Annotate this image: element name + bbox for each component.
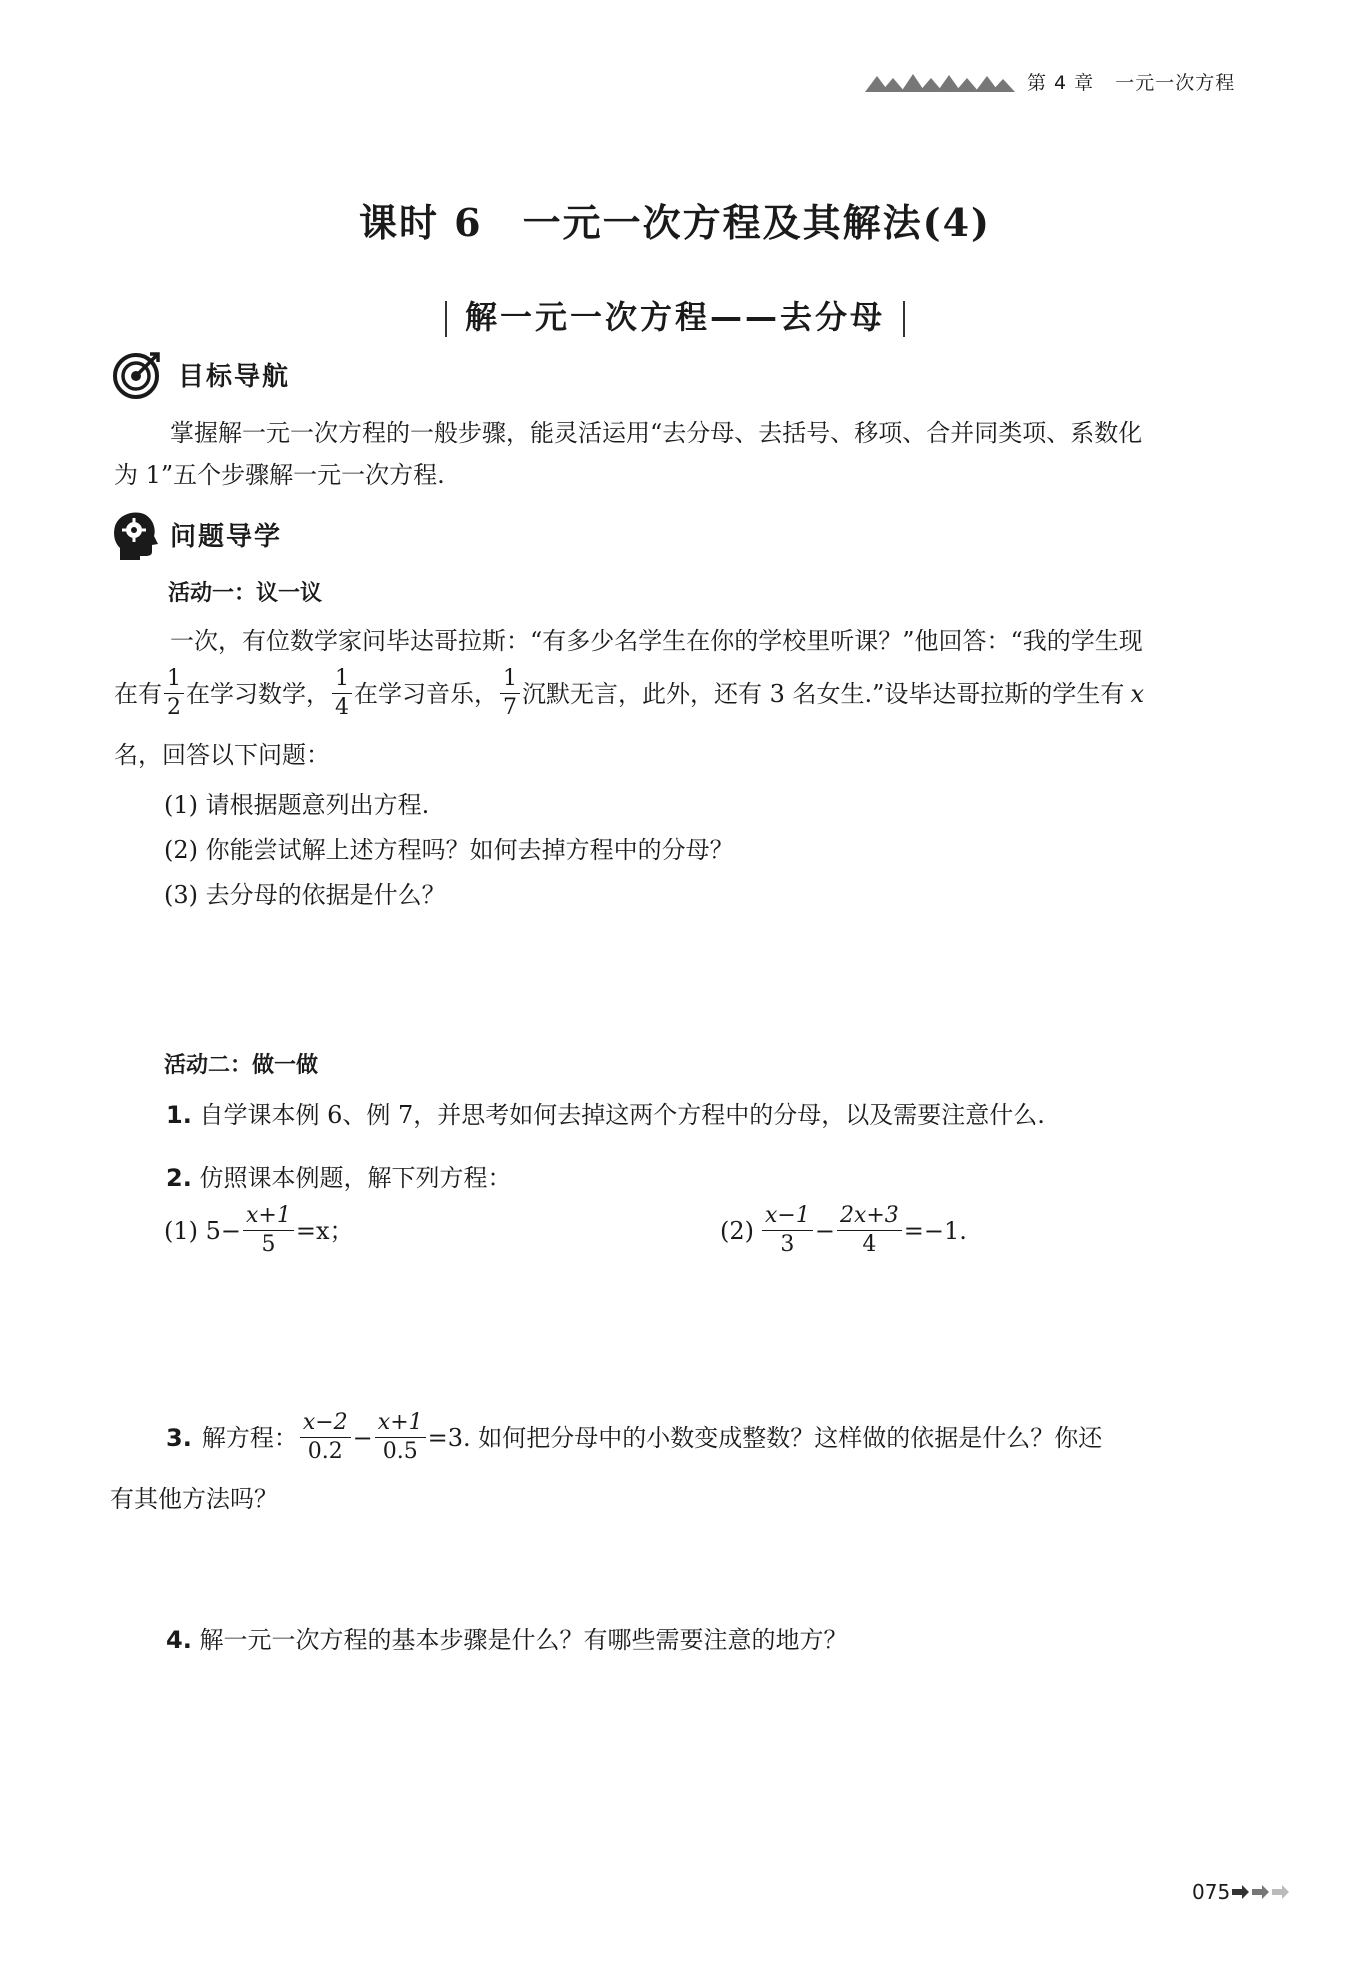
item-number: 2. xyxy=(166,1164,192,1192)
target-icon xyxy=(112,350,164,400)
problems-heading: 问题导学 xyxy=(170,522,283,552)
activity-2-item-3 xyxy=(166,1412,1102,1463)
line-2-text-d: 沉默无言，此外，还有 3 名女生.”设毕达哥拉斯的学生有 xyxy=(522,679,1125,708)
fraction-denominator: 0.2 xyxy=(307,1439,343,1464)
equation-label: (2) xyxy=(720,1216,754,1245)
goals-line-2: 为 1”五个步骤解一元一次方程. xyxy=(114,461,445,489)
equation-2 xyxy=(720,1205,967,1256)
fraction-numerator: 1 xyxy=(332,668,352,694)
variable-x: x xyxy=(1130,679,1144,708)
equation-1 xyxy=(164,1205,354,1256)
item-text-a: 解方程： xyxy=(201,1423,298,1452)
fraction-numerator: x−2 xyxy=(300,1412,351,1438)
page-number: 075 xyxy=(1192,1880,1231,1904)
fraction-denominator: 7 xyxy=(503,695,517,720)
item-3-fraction-2 xyxy=(375,1412,426,1463)
fraction-numerator: x+1 xyxy=(375,1412,426,1438)
line-2-text-b: 在学习数学， xyxy=(186,679,330,708)
activity-1-question-3: (3) 去分母的依据是什么？ xyxy=(164,881,446,909)
line-2-text-c: 在学习音乐， xyxy=(354,679,498,708)
activity-1-line-3: 名，回答以下问题： xyxy=(114,741,330,769)
activity-1-heading: 活动一：议一议 xyxy=(168,581,323,606)
fraction-denominator: 0.5 xyxy=(382,1439,418,1464)
equation-1-fraction xyxy=(243,1205,294,1256)
fraction-denominator: 4 xyxy=(335,695,349,720)
mountain-decoration-icon xyxy=(865,70,1015,94)
fraction-denominator: 5 xyxy=(261,1232,276,1257)
subtitle-right-bar xyxy=(903,301,905,337)
fraction-numerator: 2x+3 xyxy=(837,1205,902,1231)
activity-2-item-4 xyxy=(166,1620,847,1655)
equation-tail: =−1. xyxy=(903,1216,967,1245)
fraction-one-seventh xyxy=(500,668,520,719)
lesson-subtitle xyxy=(0,292,1350,338)
minus-sign: − xyxy=(352,1423,373,1452)
activity-1-question-1: (1) 请根据题意列出方程. xyxy=(164,791,430,819)
item-3-fraction-1 xyxy=(300,1412,351,1463)
equation-2-fraction-1 xyxy=(762,1205,813,1256)
fraction-denominator: 4 xyxy=(862,1232,877,1257)
chapter-number: 第 4 章 xyxy=(1027,72,1095,94)
item-text-b: =3. 如何把分母中的小数变成整数？这样做的依据是什么？你还 xyxy=(427,1423,1103,1452)
activity-1-line-2 xyxy=(114,668,1144,719)
minus-sign: − xyxy=(814,1216,835,1245)
goals-heading: 目标导航 xyxy=(178,362,291,392)
activity-2-item-3-line-2: 有其他方法吗？ xyxy=(110,1485,278,1513)
fraction-numerator: x+1 xyxy=(243,1205,294,1231)
item-text: 解一元一次方程的基本步骤是什么？有哪些需要注意的地方？ xyxy=(199,1626,848,1654)
activity-2-heading: 活动二：做一做 xyxy=(164,1053,319,1078)
line-2-text-a: 在有 xyxy=(114,679,162,708)
activity-2-item-1 xyxy=(166,1095,1045,1130)
fraction-numerator: 1 xyxy=(164,668,184,694)
fraction-denominator: 3 xyxy=(780,1232,795,1257)
fraction-denominator: 2 xyxy=(167,695,181,720)
activity-1-line-1: 一次，有位数学家问毕达哥拉斯：“有多少名学生在你的学校里听课？”他回答：“我的学生现 xyxy=(170,627,1143,655)
running-header xyxy=(1027,68,1235,95)
item-number: 1. xyxy=(166,1101,192,1129)
subtitle-left-bar xyxy=(445,301,447,337)
activity-1-question-2: (2) 你能尝试解上述方程吗？如何去掉方程中的分母？ xyxy=(164,836,734,864)
item-number: 4. xyxy=(166,1626,192,1654)
goals-line-1: 掌握解一元一次方程的一般步骤，能灵活运用“去分母、去括号、移项、合并同类项、系数化 xyxy=(170,419,1143,447)
activity-2-item-2 xyxy=(166,1158,511,1193)
equation-tail: =x； xyxy=(295,1216,354,1245)
fraction-one-half xyxy=(164,668,184,719)
fraction-one-quarter xyxy=(332,668,352,719)
equation-2-fraction-2 xyxy=(837,1205,902,1256)
fraction-numerator: 1 xyxy=(500,668,520,694)
chapter-title: 一元一次方程 xyxy=(1115,72,1236,94)
item-number: 3. xyxy=(166,1423,192,1452)
head-gear-icon xyxy=(112,510,158,562)
equation-label: (1) 5− xyxy=(164,1216,242,1245)
subtitle-text: 解一元一次方程——去分母 xyxy=(464,298,885,336)
lesson-title: 课时 6 一元一次方程及其解法(4) xyxy=(358,200,992,245)
fraction-numerator: x−1 xyxy=(762,1205,813,1231)
item-text: 自学课本例 6、例 7，并思考如何去掉这两个方程中的分母，以及需要注意什么. xyxy=(199,1101,1045,1129)
item-text: 仿照课本例题，解下列方程： xyxy=(199,1164,512,1192)
arrow-right-icon xyxy=(1232,1883,1290,1901)
